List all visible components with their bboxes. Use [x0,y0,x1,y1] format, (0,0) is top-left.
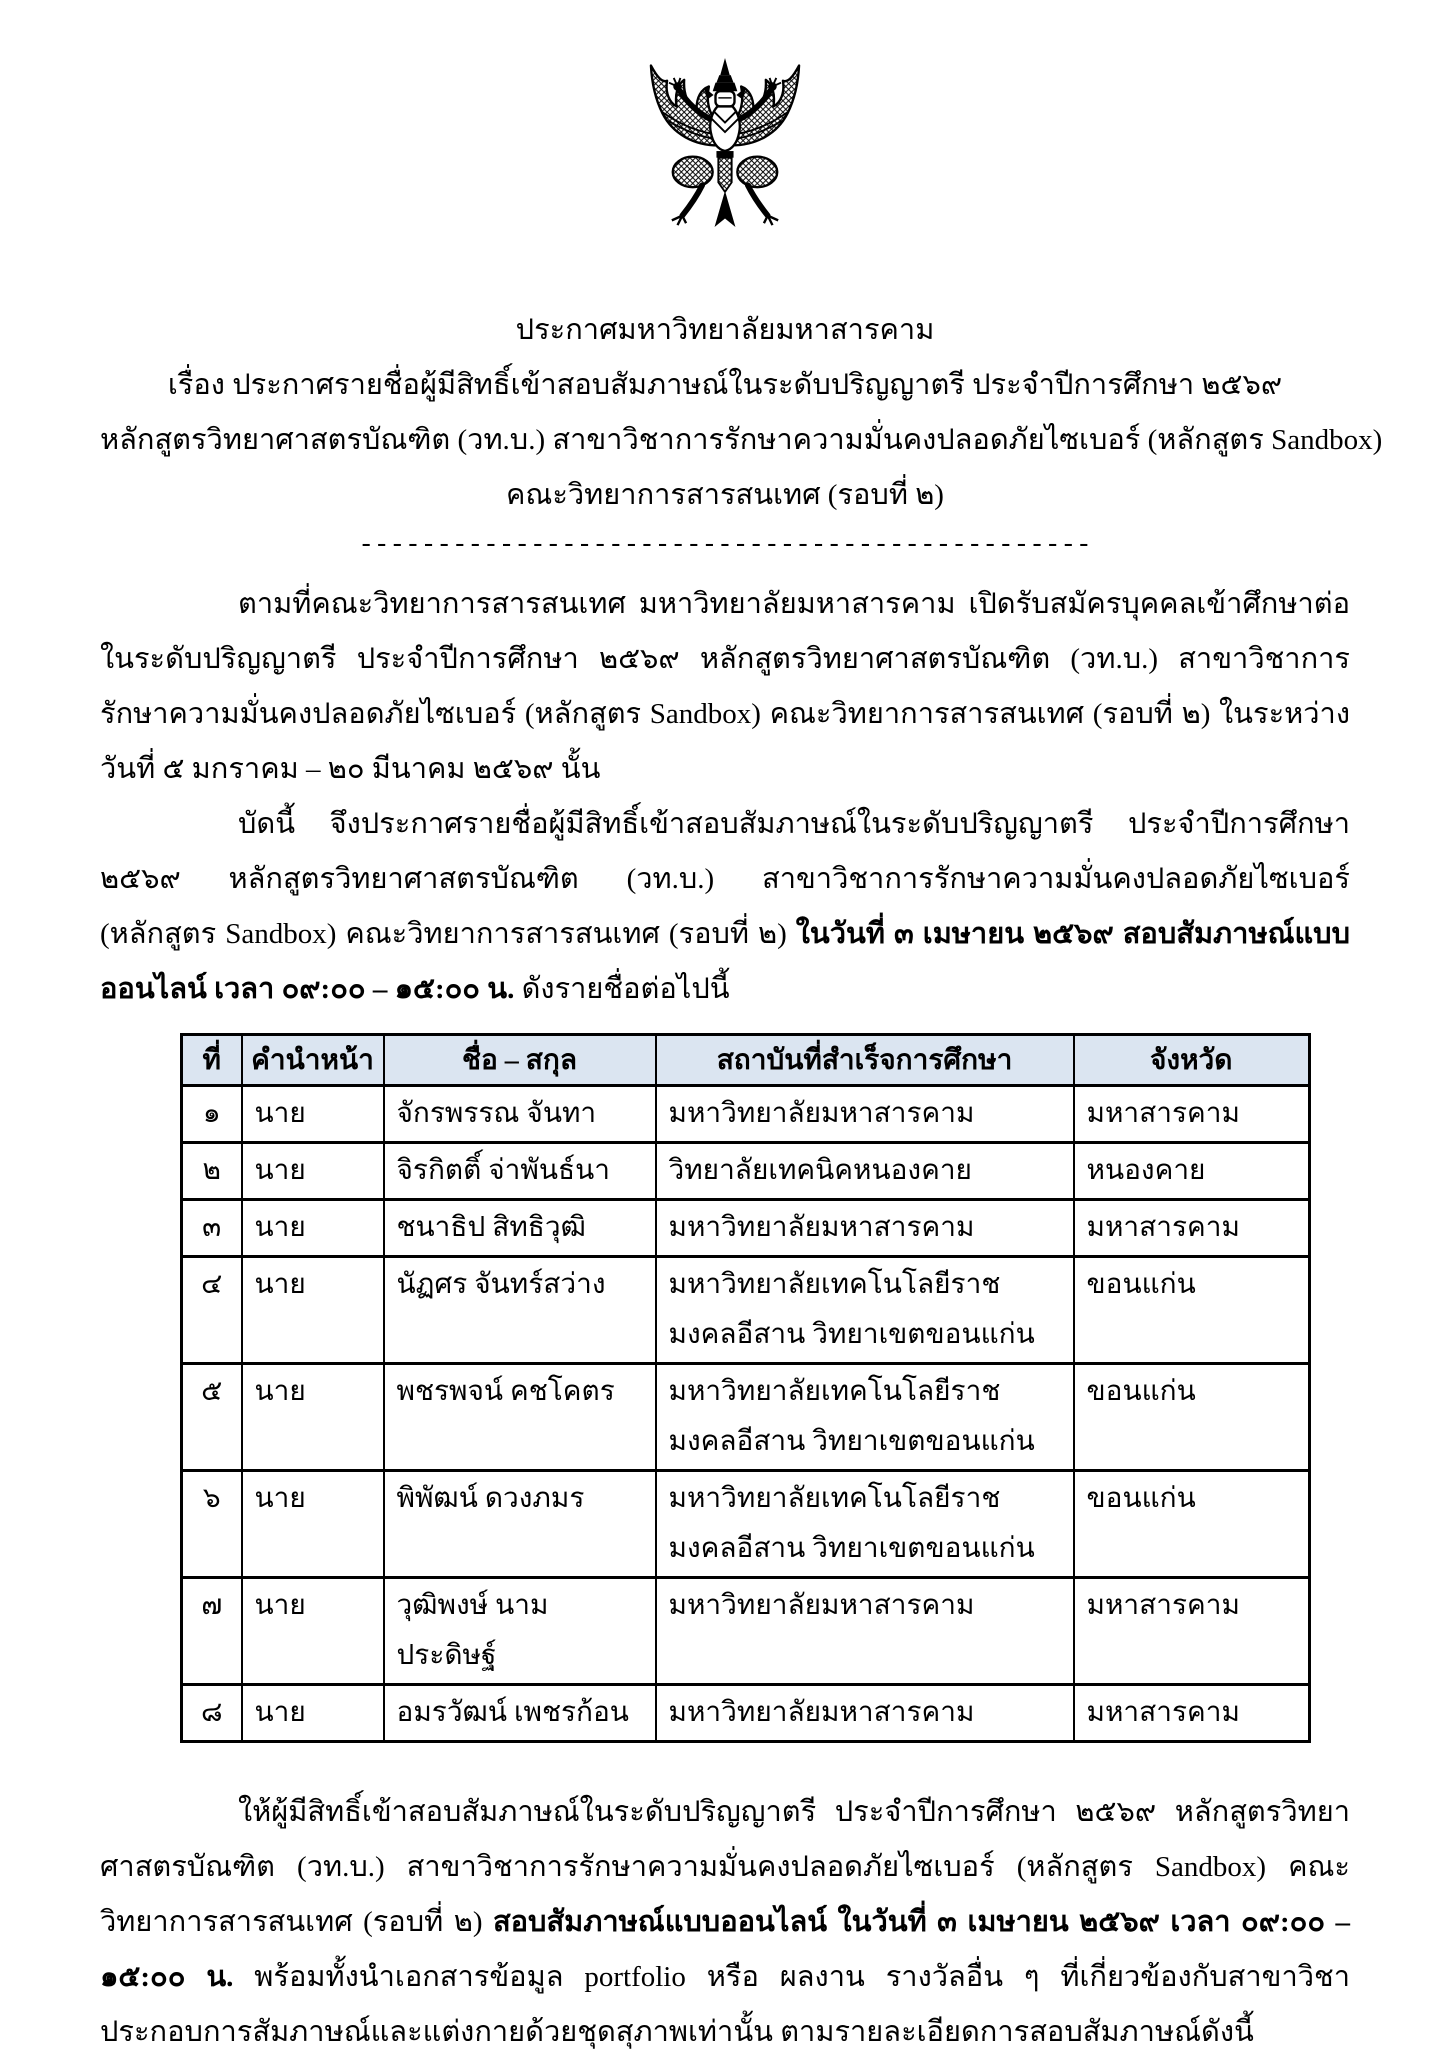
table-row [182,1364,1310,1471]
cell-prefix: นาย [242,1364,384,1471]
cell-prefix: นาย [242,1471,384,1578]
cell-no: ๔ [182,1257,242,1364]
interview-datetime-bold: สอบสัมภาษณ์แบบออนไลน์ ในวันที่ ๓ เมษายน ๒๕๖๙ เวลา ๐๙:๐๐ – ๑๕:๐๐ น. [100,1906,1350,1993]
paragraph-announcement [100,797,1350,1017]
title-block [100,303,1383,567]
cell-name: นัฏศร จันทร์สว่าง [384,1257,656,1364]
program-line: หลักสูตรวิทยาศาสตรบัณฑิต (วท.บ.) สาขาวิชาการรักษาความมั่นคงปลอดภัยไซเบอร์ (หลักสูตร Sandbox) [100,424,1383,456]
cell-prefix: นาย [242,1086,384,1143]
cell-province: มหาสารคาม [1074,1578,1310,1685]
cell-no: ๗ [182,1578,242,1685]
garuda-emblem-icon [630,58,820,246]
cell-name: พชรพจน์ คชโคตร [384,1364,656,1471]
col-header-institute: สถาบันที่สำเร็จการศึกษา [656,1035,1074,1086]
candidates-table [180,1033,1311,1743]
col-header-no: ที่ [182,1035,242,1086]
table-header-row [182,1035,1310,1086]
col-header-province: จังหวัด [1074,1035,1310,1086]
paragraph-opening: ตามที่คณะวิทยาการสารสนเทศ มหาวิทยาลัยมหาสารคาม เปิดรับสมัครบุคคลเข้าศึกษาต่อในระดับปริญญาตรี ประจำปีการศึกษา ๒๕๖๙ หลักสูตรวิทยาศาสตรบัณฑิต (วท.บ.) สาขาวิชาการรักษาความมั่นคงปลอดภัยไซเบอร์ (หลักสูตร Sandbox) คณะวิทยาการสารสนเทศ (รอบที่ ๒) ในระหว่างวันที่ ๕ มกราคม – ๒๐ มีนาคม ๒๕๖๙ นั้น [100,588,1350,785]
col-header-prefix: คำนำหน้า [242,1035,384,1086]
table-row [182,1200,1310,1257]
cell-no: ๖ [182,1471,242,1578]
announcement-tail-text: ดังรายชื่อต่อไปนี้ [514,973,730,1005]
cell-institute: มหาวิทยาลัยมหาสารคาม [656,1086,1074,1143]
cell-prefix: นาย [242,1578,384,1685]
cell-no: ๓ [182,1200,242,1257]
cell-province: มหาสารคาม [1074,1200,1310,1257]
table-row [182,1685,1310,1742]
subject-line: เรื่อง ประกาศรายชื่อผู้มีสิทธิ์เข้าสอบสัมภาษณ์ในระดับปริญญาตรี ประจำปีการศึกษา ๒๕๖๙ [167,369,1283,401]
cell-institute: มหาวิทยาลัยเทคโนโลยีราชมงคลอีสาน วิทยาเขตขอนแก่น [656,1471,1074,1578]
cell-province: ขอนแก่น [1074,1471,1310,1578]
col-header-name: ชื่อ – สกุล [384,1035,656,1086]
announcement-title: ประกาศมหาวิทยาลัยมหาสารคาม [515,314,935,346]
cell-prefix: นาย [242,1685,384,1742]
interview-schedule-bold: ในวันที่ ๓ เมษายน ๒๕๖๙ สอบสัมภาษณ์แบบออนไลน์ เวลา ๐๙:๐๐ – ๑๕:๐๐ น. [100,918,1350,1005]
table-body [182,1086,1310,1742]
table-row [182,1143,1310,1200]
table-row [182,1578,1310,1685]
faculty-round-line: คณะวิทยาการสารสนเทศ (รอบที่ ๒) [506,479,944,511]
cell-name: อมรวัฒน์ เพชรก้อน [384,1685,656,1742]
paragraph-instructions [100,1785,1350,2060]
table-row [182,1086,1310,1143]
announcement-lead-text: บัดนี้ จึงประกาศรายชื่อผู้มีสิทธิ์เข้าสอบสัมภาษณ์ในระดับปริญญาตรี ประจำปีการศึกษา ๒๕๖๙ หลักสูตรวิทยาศาสตรบัณฑิต (วท.บ.) สาขาวิชาการรักษาความมั่นคงปลอดภัยไซเบอร์ (หลักสูตร Sandbox) คณะวิทยาการสารสนเทศ (รอบที่ ๒) [100,808,1350,950]
cell-province: ขอนแก่น [1074,1364,1310,1471]
cell-name: พิพัฒน์ ดวงภมร [384,1471,656,1578]
cell-prefix: นาย [242,1200,384,1257]
cell-prefix: นาย [242,1257,384,1364]
cell-name: ชนาธิป สิทธิวุฒิ [384,1200,656,1257]
cell-no: ๒ [182,1143,242,1200]
cell-institute: มหาวิทยาลัยเทคโนโลยีราชมงคลอีสาน วิทยาเขตขอนแก่น [656,1364,1074,1471]
cell-province: ขอนแก่น [1074,1257,1310,1364]
cell-institute: มหาวิทยาลัยมหาสารคาม [656,1578,1074,1685]
cell-province: มหาสารคาม [1074,1685,1310,1742]
cell-name: จิรกิตติ์ จ่าพันธ์นา [384,1143,656,1200]
cell-prefix: นาย [242,1143,384,1200]
cell-institute: มหาวิทยาลัยเทคโนโลยีราชมงคลอีสาน วิทยาเขตขอนแก่น [656,1257,1074,1364]
cell-institute: มหาวิทยาลัยมหาสารคาม [656,1200,1074,1257]
table-row [182,1471,1310,1578]
instructions-lead-text: ให้ผู้มีสิทธิ์เข้าสอบสัมภาษณ์ในระดับปริญญาตรี ประจำปีการศึกษา ๒๕๖๙ หลักสูตรวิทยาศาสตรบัณฑิต (วท.บ.) สาขาวิชาการรักษาความมั่นคงปลอดภัยไซเบอร์ (หลักสูตร Sandbox) คณะวิทยาการสารสนเทศ (รอบที่ ๒) [100,1796,1350,1938]
cell-institute: วิทยาลัยเทคนิคหนองคาย [656,1143,1074,1200]
table-row [182,1257,1310,1364]
cell-province: หนองคาย [1074,1143,1310,1200]
divider-line: ----------------------------------------------- [358,530,1092,560]
cell-name: วุฒิพงษ์ นามประดิษฐ์ [384,1578,656,1685]
cell-no: ๕ [182,1364,242,1471]
cell-name: จักรพรรณ จันทา [384,1086,656,1143]
cell-no: ๑ [182,1086,242,1143]
instructions-tail-text: พร้อมทั้งนำเอกสารข้อมูล portfolio หรือ ผลงาน รางวัลอื่น ๆ ที่เกี่ยวข้องกับสาขาวิชา ประกอบการสัมภาษณ์และแต่งกายด้วยชุดสุภาพเท่านั้น ตามรายละเอียดการสอบสัมภาษณ์ดังนี้ [100,1961,1350,2048]
cell-province: มหาสารคาม [1074,1086,1310,1143]
emblem-container [100,58,1350,251]
cell-no: ๘ [182,1685,242,1742]
cell-institute: มหาวิทยาลัยมหาสารคาม [656,1685,1074,1742]
